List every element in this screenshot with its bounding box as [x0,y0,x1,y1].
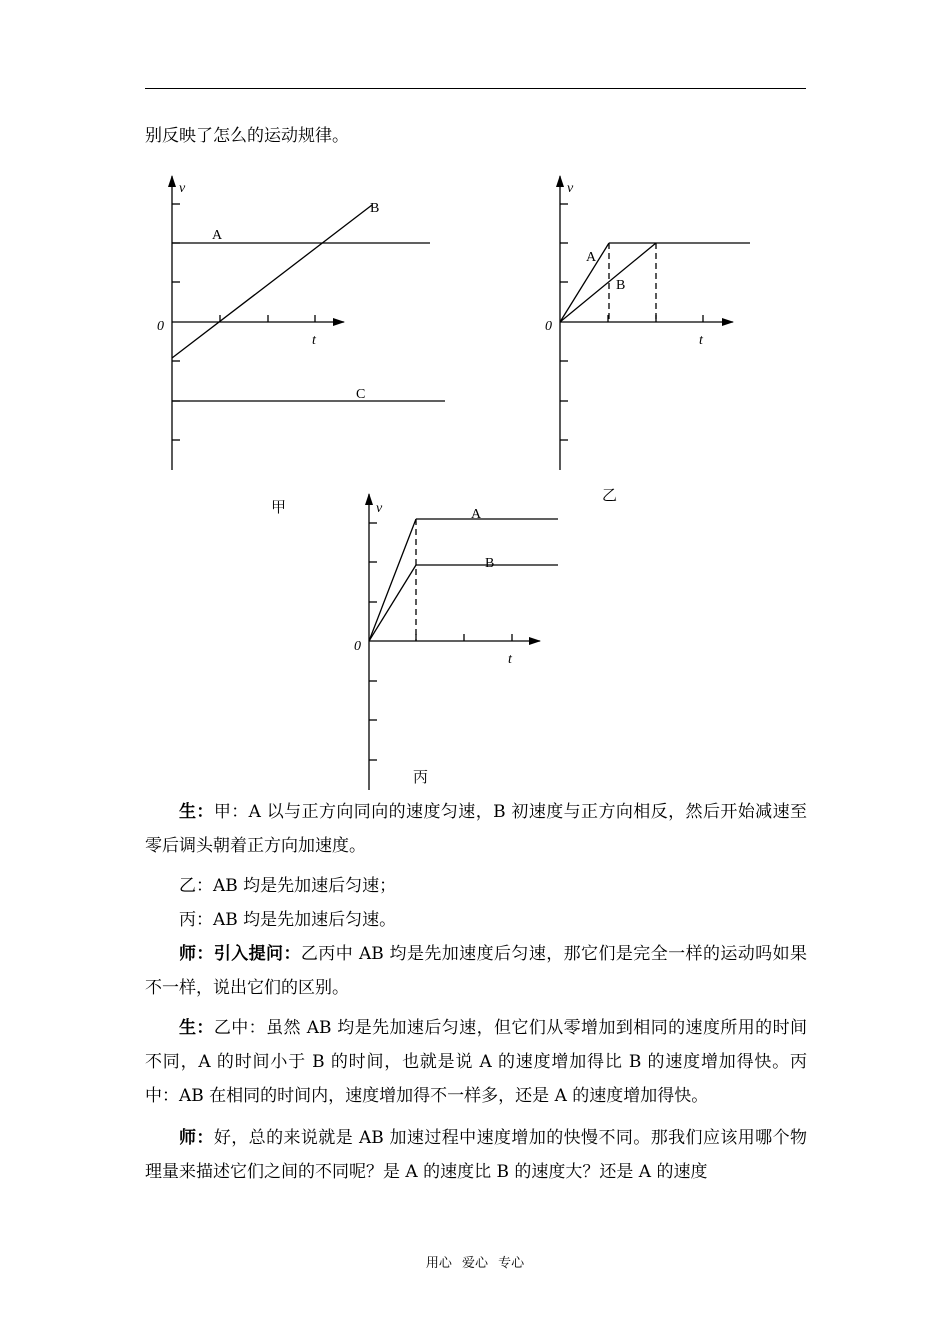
yi-v-label: v [567,181,574,196]
paragraph-student-2 [145,1011,807,1113]
bing-t-label: t [508,652,512,667]
paragraph-yi-answer [145,869,807,903]
paragraph-student-1 [145,795,807,863]
paragraph-text: 乙：AB 均是先加速后匀速； [179,876,397,896]
paragraph-teacher-2 [145,1121,807,1189]
jia-line-b [172,205,372,358]
jia-label-b: B [370,201,380,216]
yi-origin-label: 0 [545,319,552,334]
graph-yi [560,176,750,470]
speaker-label: 师： [179,1128,214,1148]
yi-label-b: B [616,278,626,293]
speaker-label: 师：引入提问： [179,944,301,964]
page-footer: 用心 爱心 专心 [425,1256,525,1271]
bing-line-b-ramp [369,565,416,641]
paragraph-text: 好，总的来说就是 AB 加速过程中速度增加的快慢不同。那我们应该用哪个物理量来描述它们之间的不同呢？是 A 的速度比 B 的速度大？还是 A 的速度 [145,1128,808,1182]
bing-origin-label: 0 [354,639,361,654]
bing-line-a-ramp [369,519,416,641]
jia-origin-label: 0 [157,319,164,334]
bing-v-label: v [376,501,383,516]
bing-label-a: A [471,507,482,522]
yi-label-a: A [586,250,597,265]
bing-label-b: B [485,556,495,571]
speaker-label: 生： [179,802,214,822]
caption-jia: 甲 [271,498,287,516]
caption-bing: 丙 [413,768,429,786]
intro-line: 别反映了怎么的运动规律。 [145,126,349,146]
paragraph-teacher-question [145,937,807,1005]
graph-bing [369,494,558,790]
yi-line-b-ramp [560,243,656,322]
paragraph-text: 丙：AB 均是先加速后匀速。 [179,910,397,930]
caption-yi: 乙 [602,486,618,504]
jia-t-label: t [312,333,316,348]
paragraph-text: 乙丙中 AB 均是先加速度后匀速，那它们是完全一样的运动吗如果不一样，说出它们的区别。 [145,944,808,998]
yi-t-label: t [699,333,703,348]
graph-jia [172,176,445,470]
paragraph-bing-answer [145,903,807,937]
speaker-label: 生： [179,1018,214,1038]
jia-label-c: C [356,387,366,402]
jia-label-a: A [212,228,223,243]
paragraph-text: 乙中：虽然 AB 均是先加速后匀速，但它们从零增加到相同的速度所用的时间不同，A 的时间小于 B 的时间，也就是说 A 的速度增加得比 B 的速度增加得快。丙中：AB 在相同的时间内，速度增加得不一样多，还是 A 的速度增加得快。 [145,1018,808,1106]
paragraph-text: 甲：A 以与正方向同向的速度匀速，B 初速度与正方向相反，然后开始减速至零后调头朝着正方向加速度。 [145,802,808,856]
jia-v-label: v [179,181,186,196]
